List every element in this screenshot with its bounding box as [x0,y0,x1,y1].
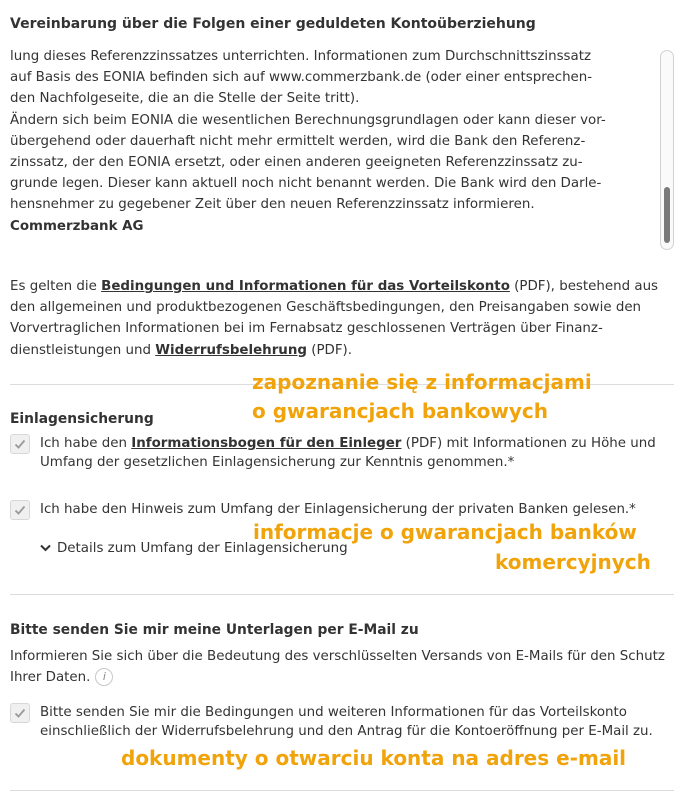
email-check-label: Bitte senden Sie mir die Bedingungen und weiteren Informationen für das Vorteilskonto einschließlich der Widerrufsbelehrung und den Antrag für die Kontoeröffnung per E-Mail zu. [40,705,653,739]
annotation-2-line-2: komercyjnych [495,550,651,574]
deposit-check2-label: Ich habe den Hinweis zum Umfang der Einlagensicherung der privaten Banken gelesen.* [40,502,636,517]
email-info-text: Informieren Sie sich über die Bedeutung des verschlüsselten Versands von E-Mails für den Schutz Ihrer Daten. [10,649,665,686]
agreement-company: Commerzbank AG [10,218,144,234]
checkmark-icon [14,707,26,719]
annotation-2-line-1: informacje o gwarancjach banków [253,520,637,544]
agreement-line: grunde legen. Dieser kann aktuell noch nicht benannt werden. Die Bank wird den Darle- [10,176,602,192]
checkmark-icon [14,504,26,516]
deposit-check1-label [40,434,666,472]
deposit-details-label: Details zum Umfang der Einlagensicherung [57,541,348,556]
agreement-line: hensnehmer zu gegebener Zeit über den neuen Referenzzinssatz informieren. [10,197,535,213]
chevron-down-icon [40,544,51,552]
divider [10,594,674,595]
divider [10,790,674,791]
agreement-line: lung dieses Referenzzinssatzes unterrichten. Informationen zum Durchschnittszinssatz [10,50,592,64]
agreement-line: zinssatz, der den EONIA ersetzt, oder einen anderen geeigneten Referenzzinssatz zu- [10,155,583,171]
deposit-check1-prefix: Ich habe den [40,436,132,451]
withdrawal-pdf-link[interactable]: Widerrufsbelehrung [155,342,307,358]
agreement-scrollbox[interactable] [10,50,674,250]
conditions-middle: (PDF), bestehend aus den allgemeinen und produktbezogenen Geschäftsbedingungen, den Preisangaben sowie den Vorvertraglichen Informationen bei im Fernabsatz geschlossenen Verträgen über Finanzdienstleistungen und [10,279,659,358]
agreement-line: den Nachfolgeseite, die an die Stelle der Seite tritt). [10,91,360,107]
scrollbar-thumb[interactable] [664,187,670,243]
deposit-checkbox-1[interactable] [10,434,30,454]
conditions-paragraph [10,276,674,361]
checkmark-icon [14,438,26,450]
email-info-paragraph [10,646,674,688]
conditions-prefix: Es gelten die [10,279,102,294]
conditions-suffix: (PDF). [306,342,353,358]
email-checkbox[interactable] [10,703,30,723]
agreement-line: Ändern sich beim EONIA die wesentlichen Berechnungsgrundlagen oder kann dieser vor- [10,112,606,128]
depositor-info-link[interactable]: Informationsbogen für den Einleger [131,436,402,451]
agreement-scrollbar[interactable] [660,50,674,250]
annotation-1-line-2: o gwarancjach bankowych [252,399,549,423]
agreement-line: übergehend oder dauerhaft nicht mehr ermittelt werden, wird die Bank den Referenz- [10,133,586,149]
email-heading: Bitte senden Sie mir meine Unterlagen per E-Mail zu [10,622,419,638]
deposit-checkbox-2[interactable] [10,500,30,520]
info-icon[interactable]: i [95,668,113,686]
page [10,0,674,804]
conditions-pdf-link[interactable]: Bedingungen und Informationen für das Vorteilskonto [101,279,510,294]
deposit-check1-suffix: (PDF) mit Informationen zu Höhe und Umfang der gesetzlichen Einlagensicherung zur Kenntnis genommen.* [40,436,656,470]
annotation-3: dokumenty o otwarciu konta na adres e-mail [121,746,627,770]
deposit-heading: Einlagensicherung [10,411,154,427]
annotation-1-line-1: zapoznanie się z informacjami [252,370,592,394]
agreement-line: auf Basis des EONIA befinden sich auf www.commerzbank.de (oder einer entsprechen- [10,70,593,86]
agreement-text [10,50,650,237]
agreement-title: Vereinbarung über die Folgen einer geduldeten Kontoüberziehung [10,16,536,32]
